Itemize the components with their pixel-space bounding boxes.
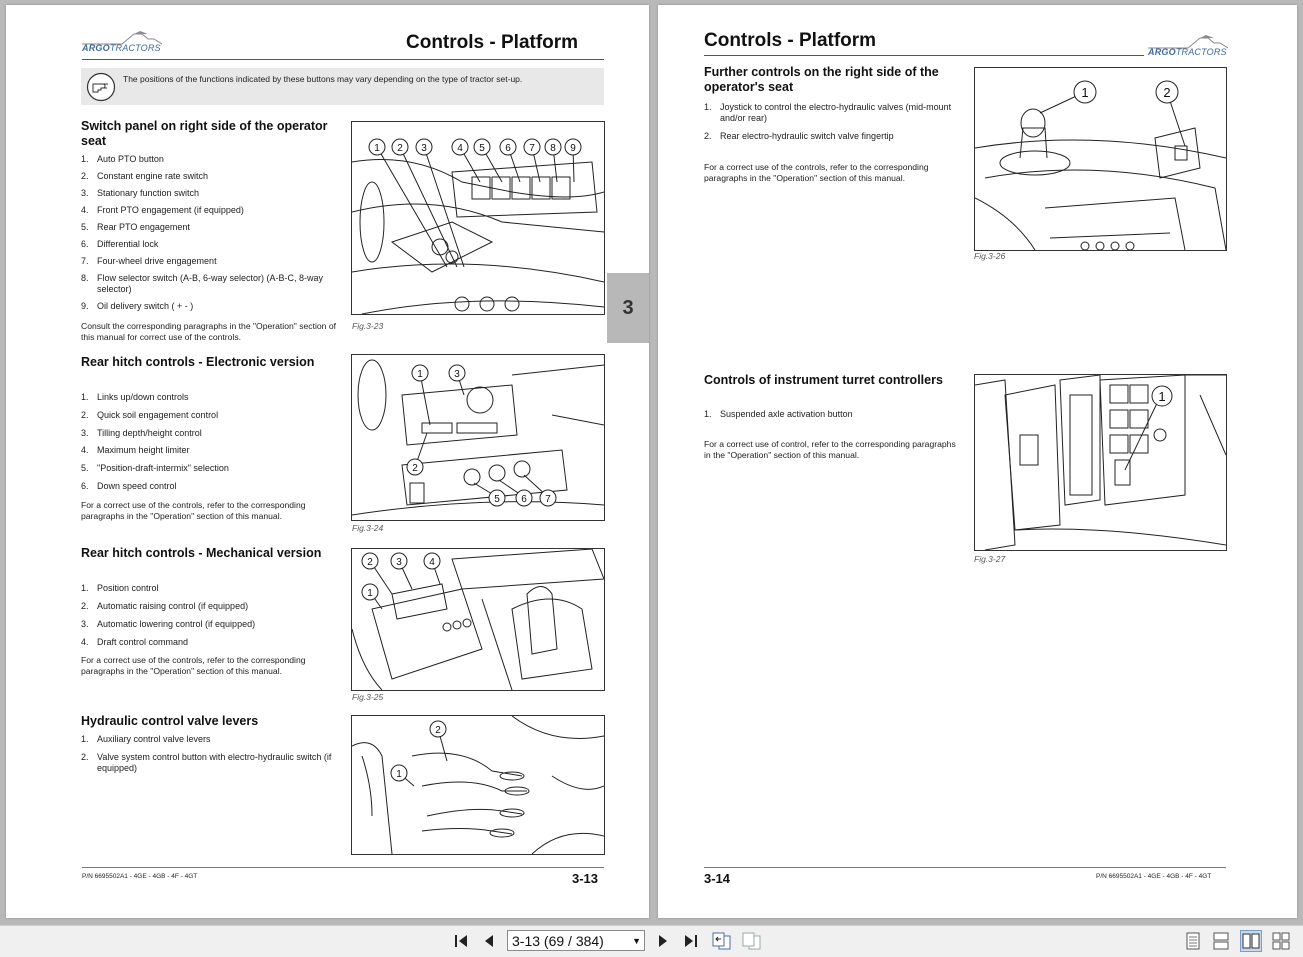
callout-label: 1 [1158, 389, 1166, 404]
section-paragraph: For a correct use of the controls, refer to the corresponding paragraphs in the "Operation" section of this manual. [81, 655, 306, 676]
list-item: 2. Constant engine rate switch [81, 171, 209, 181]
callout-label: 1 [374, 143, 380, 154]
page-number-input[interactable]: 3-13 (69 / 384) ▼ [507, 930, 645, 951]
figure-caption: Fig.3-23 [352, 321, 384, 331]
figure-caption: Fig.3-26 [974, 251, 1006, 261]
list-item: 1. Auxiliary control valve levers [81, 734, 211, 744]
callout-label: 2 [397, 143, 403, 154]
left-page [6, 5, 649, 918]
callout-label: 7 [545, 494, 551, 505]
list-item: 4. Maximum height limiter [81, 445, 190, 455]
list-item: 2. Automatic raising control (if equipped) [81, 601, 249, 611]
viewer-toolbar [0, 925, 1303, 957]
list-item: 2. Rear electro-hydraulic switch valve fingertip [704, 131, 894, 141]
callout-label: 4 [457, 143, 463, 154]
right-page [658, 5, 1297, 918]
go-back-view-icon[interactable] [710, 930, 732, 952]
continuous-page-icon[interactable] [1210, 930, 1232, 952]
callout-label: 1 [1081, 85, 1089, 100]
callout-label: 2 [367, 557, 373, 568]
callout-label: 8 [550, 143, 556, 154]
section-heading-rear-hitch-mechanical: Rear hitch controls - Mechanical version [81, 546, 322, 560]
callout-label: 1 [396, 769, 402, 780]
footer-rule [82, 867, 604, 868]
header-rule [704, 55, 1144, 56]
section-heading-switch-panel: Switch panel on right side of the operator seat [81, 119, 328, 148]
footer-page-number: 3-14 [704, 871, 731, 886]
list-item: 4. Front PTO engagement (if equipped) [81, 205, 244, 215]
single-page-icon[interactable] [1182, 930, 1204, 952]
callout-label: 5 [494, 494, 500, 505]
callout-label: 1 [367, 588, 373, 599]
callout-label: 1 [417, 369, 423, 380]
callout-label: 6 [505, 143, 511, 154]
previous-page-icon[interactable] [478, 930, 500, 952]
list-item: 5. Rear PTO engagement [81, 222, 190, 232]
callout-label: 3 [396, 557, 402, 568]
section-paragraph: For a correct use of the controls, refer to the corresponding paragraphs in the "Operation" section of this manual. [704, 162, 929, 183]
list-item: 1. Position control [81, 583, 159, 593]
first-page-icon[interactable] [450, 930, 472, 952]
list-item: 4. Draft control command [81, 637, 189, 647]
list-item: 1. Joystick to control the electro-hydraulic valves (mid-mount and/or rear) [704, 102, 952, 123]
list-item: 1. Auto PTO button [81, 154, 164, 164]
callout-label: 5 [479, 143, 485, 154]
section-paragraph: Consult the corresponding paragraphs in the "Operation" section of this manual for correct use of the controls. [81, 321, 336, 342]
callout-label: 2 [412, 463, 418, 474]
figure-hydraulic-levers-image [351, 715, 605, 855]
list-item: 1. Links up/down controls [81, 392, 189, 402]
section-heading-instrument-turret: Controls of instrument turret controllers [704, 373, 943, 387]
footer-page-number: 3-13 [572, 871, 599, 886]
list-item: 2. Valve system control button with electro-hydraulic switch (if equipped) [81, 752, 332, 773]
section-heading-hydraulic-levers: Hydraulic control valve levers [81, 714, 259, 728]
figure-3-23-image [351, 121, 605, 315]
list-item: 1. Suspended axle activation button [704, 409, 853, 419]
argo-tractors-logo: ARGOTRACTORS [82, 43, 161, 53]
figure-caption: Fig.3-25 [352, 692, 384, 702]
argo-tractors-logo: ARGOTRACTORS [1148, 47, 1227, 57]
note-text: The positions of the functions indicated by these buttons may vary depending on the type of tractor set-up. [123, 74, 523, 84]
callout-label: 4 [429, 557, 435, 568]
figure-caption: Fig.3-24 [352, 523, 384, 533]
footer-part-number: P/N 6695502A1 - 4GE - 4GB - 4F - 4GT [82, 873, 198, 880]
section-paragraph: For a correct use of the controls, refer to the corresponding paragraphs in the "Operation" section of this manual. [81, 500, 306, 521]
list-item: 3. Stationary function switch [81, 188, 200, 198]
callout-label: 3 [421, 143, 427, 154]
header-rule [82, 59, 604, 60]
list-item: 3. Automatic lowering control (if equipped) [81, 619, 256, 629]
callout-label: 3 [454, 369, 460, 380]
section-heading-rear-hitch-electronic: Rear hitch controls - Electronic version [81, 355, 315, 369]
list-item: 5. "Position-draft-intermix" selection [81, 463, 229, 473]
chevron-down-icon[interactable]: ▼ [632, 936, 641, 946]
figure-3-25-image [351, 548, 605, 691]
figure-caption: Fig.3-27 [974, 554, 1006, 564]
callout-label: 9 [570, 143, 576, 154]
continuous-facing-icon[interactable] [1270, 930, 1292, 952]
callout-label: 6 [521, 494, 527, 505]
page-title: Controls - Platform [406, 32, 579, 53]
page-title: Controls - Platform [704, 30, 877, 51]
list-item: 6. Down speed control [81, 481, 177, 491]
last-page-icon[interactable] [680, 930, 702, 952]
figure-3-24-image [351, 354, 605, 521]
list-item: 6. Differential lock [81, 239, 159, 249]
list-item: 3. Tilling depth/height control [81, 428, 202, 438]
section-paragraph: For a correct use of control, refer to the corresponding paragraphs in the "Operation" section of this manual. [704, 439, 956, 460]
hand-pointer-icon [86, 72, 116, 102]
go-forward-view-icon[interactable] [740, 930, 762, 952]
list-item: 9. Oil delivery switch ( + - ) [81, 301, 194, 311]
footer-rule [704, 867, 1226, 868]
figure-3-26-image [974, 67, 1227, 251]
next-page-icon[interactable] [652, 930, 674, 952]
callout-label: 7 [529, 143, 535, 154]
chapter-tab: 3 [607, 273, 649, 343]
callout-label: 2 [435, 725, 441, 736]
figure-3-27-image [974, 374, 1227, 551]
footer-part-number: P/N 6695502A1 - 4GE - 4GB - 4F - 4GT [1096, 873, 1212, 880]
section-heading-further-controls: Further controls on the right side of the operator's seat [704, 65, 939, 94]
note-box [81, 68, 604, 105]
callout-label: 2 [1163, 85, 1171, 100]
facing-pages-icon[interactable] [1240, 930, 1262, 952]
list-item: 8. Flow selector switch (A-B, 6-way selector) (A-B-C, 8-way selector) [81, 273, 324, 294]
list-item: 2. Quick soil engagement control [81, 410, 219, 420]
list-item: 7. Four-wheel drive engagement [81, 256, 217, 266]
